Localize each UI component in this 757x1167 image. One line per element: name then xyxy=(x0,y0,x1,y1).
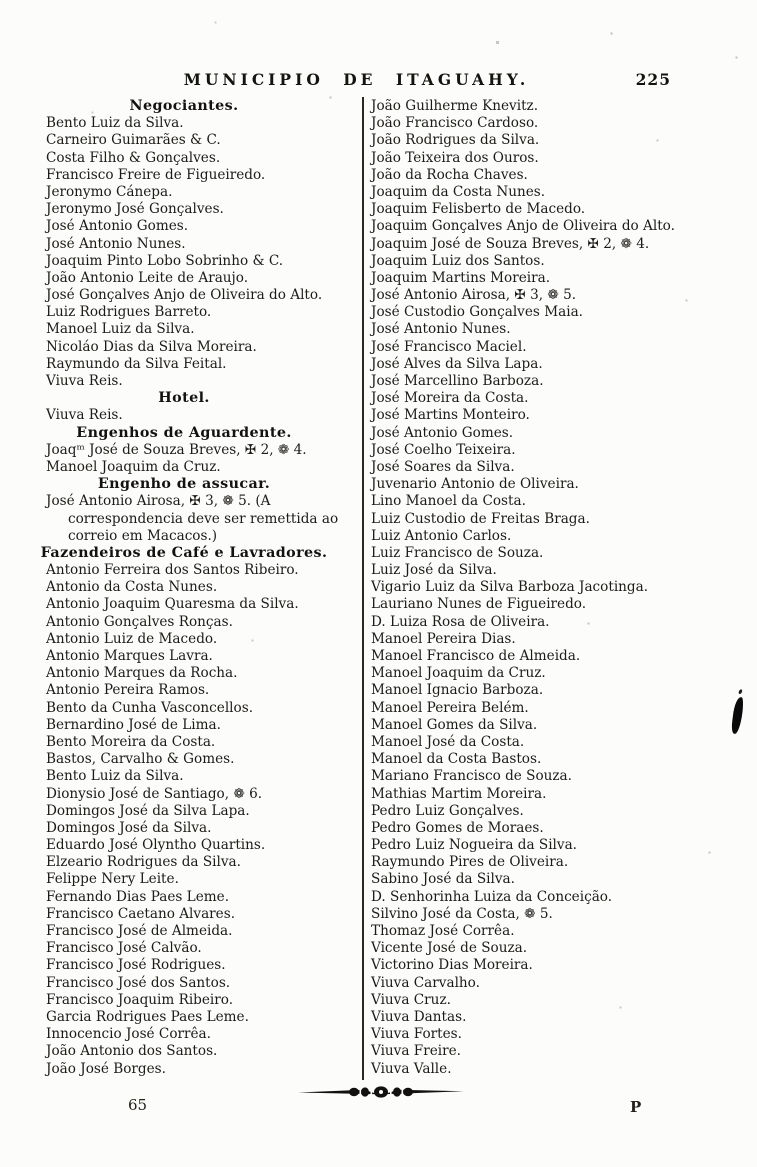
directory-entry: Manoel Pereira Belém. xyxy=(371,699,529,716)
directory-entry: José Antonio Nunes. xyxy=(46,235,186,252)
directory-entry: José Soares da Silva. xyxy=(371,458,515,475)
directory-entry: Mariano Francisco de Souza. xyxy=(371,768,572,785)
directory-entry: João Teixeira dos Ouros. xyxy=(371,149,539,166)
directory-entry: José Marcellino Barboza. xyxy=(371,373,544,389)
directory-entry: Antonio Marques Lavra. xyxy=(46,648,213,664)
directory-entry: Dionysio José de Santiago, ❁ 6. xyxy=(46,785,263,802)
directory-entry: Viuva Valle. xyxy=(371,1060,452,1077)
left-column xyxy=(8,98,360,1078)
directory-entry: Francisco José Rodrigues. xyxy=(46,957,226,974)
directory-entry: José Francisco Maciel. xyxy=(371,338,527,355)
directory-entry: João Antonio Leite de Araujo. xyxy=(46,269,249,286)
directory-entry: Joaquim José de Souza Breves, ✠ 2, ❁ 4. xyxy=(371,235,650,252)
directory-entry: Luiz Francisco de Souza. xyxy=(371,544,544,561)
directory-entry: José Alves da Silva Lapa. xyxy=(371,355,543,372)
page-number: 225 xyxy=(635,70,671,89)
directory-entry: Francisco Caetano Alvares. xyxy=(46,905,236,922)
directory-entry: Antonio Pereira Ramos. xyxy=(46,682,210,699)
directory-entry: Vigario Luiz da Silva Barboza Jacotinga. xyxy=(371,579,649,596)
directory-entry: Manoel Joaquim da Cruz. xyxy=(371,665,546,682)
directory-entry: João Guilherme Knevitz. xyxy=(371,98,539,114)
directory-entry: Vicente José de Souza. xyxy=(371,940,528,957)
directory-entry: Bento Luiz da Silva. xyxy=(46,115,184,132)
directory-entry: Joaquim Gonçalves Anjo de Oliveira do Alto. xyxy=(371,218,675,235)
directory-entry: Joaquim Luiz dos Santos. xyxy=(371,252,545,269)
directory-entry: Antonio Luiz de Macedo. xyxy=(46,630,218,647)
directory-entry: Viuva Reis. xyxy=(46,407,123,424)
section-heading: Engenhos de Aguardente. xyxy=(76,424,292,441)
directory-entry: Silvino José da Costa, ❁ 5. xyxy=(371,905,553,922)
directory-entry: Francisco Freire de Figueiredo. xyxy=(46,166,266,183)
directory-entry: Domingos José da Silva Lapa. xyxy=(46,802,250,819)
directory-entry: Pedro Luiz Gonçalves. xyxy=(371,802,524,819)
page-title: MUNICIPIO DE ITAGUAHY. xyxy=(183,70,530,89)
directory-entry: Garcia Rodrigues Paes Leme. xyxy=(46,1008,249,1025)
directory-entry: Antonio da Costa Nunes. xyxy=(46,579,218,596)
directory-entry: João Rodrigues da Silva. xyxy=(371,132,540,149)
directory-entry: Manoel Joaquim da Cruz. xyxy=(46,458,221,475)
directory-entry: José Custodio Gonçalves Maia. xyxy=(371,304,583,321)
directory-entry: Jeronymo José Gonçalves. xyxy=(46,201,224,218)
directory-entry: Costa Filho & Gonçalves. xyxy=(46,149,221,166)
directory-entry: Joaquim Martins Moreira. xyxy=(371,269,551,286)
directory-entry: José Coelho Teixeira. xyxy=(371,441,516,458)
directory-entry: Luiz José da Silva. xyxy=(371,562,497,579)
directory-entry: Francisco José dos Santos. xyxy=(46,974,231,991)
directory-entry: Bento da Cunha Vasconcellos. xyxy=(46,699,254,716)
directory-entry: Manoel José da Costa. xyxy=(371,733,525,750)
section-heading: Fazendeiros de Café e Lavradores. xyxy=(40,544,328,561)
directory-entry: José Martins Monteiro. xyxy=(371,407,530,424)
directory-entry: D. Senhorinha Luiza da Conceição. xyxy=(371,888,613,905)
section-heading: Hotel. xyxy=(158,390,210,407)
directory-entry: Domingos José da Silva. xyxy=(46,819,212,836)
directory-entry: Nicoláo Dias da Silva Moreira. xyxy=(46,338,257,355)
directory-entry: José Antonio Nunes. xyxy=(371,321,511,338)
directory-entry: Pedro Luiz Nogueira da Silva. xyxy=(371,837,577,854)
directory-entry: Raymundo Pires de Oliveira. xyxy=(371,854,569,871)
directory-entry: D. Luiza Rosa de Oliveira. xyxy=(371,613,550,630)
directory-entry: Jeronymo Cánepa. xyxy=(46,183,173,200)
directory-entry: Raymundo da Silva Feital. xyxy=(46,355,227,372)
directory-entry: Francisco José de Almeida. xyxy=(46,923,233,939)
directory-entry: Bernardino José de Lima. xyxy=(46,716,221,733)
directory-entry: Bastos, Carvalho & Gomes. xyxy=(46,751,235,768)
directory-entry: Luiz Rodrigues Barreto. xyxy=(46,304,212,321)
directory-entry: Eduardo José Olyntho Quartins. xyxy=(46,837,266,854)
directory-entry: Viuva Reis. xyxy=(46,373,123,389)
right-column xyxy=(366,98,752,1078)
directory-entry: João Francisco Cardoso. xyxy=(371,115,539,132)
divider-ornament-icon xyxy=(298,1085,464,1099)
footer-signature-number: 65 xyxy=(128,1096,148,1114)
directory-entry: Manoel da Costa Bastos. xyxy=(371,751,542,768)
directory-entry: Manoel Gomes da Silva. xyxy=(371,716,538,733)
directory-entry: Bento Luiz da Silva. xyxy=(46,768,184,785)
directory-entry: Viuva Carvalho. xyxy=(371,974,480,991)
directory-entry: João José Borges. xyxy=(46,1060,166,1077)
directory-entry: Lino Manoel da Costa. xyxy=(371,493,526,510)
directory-entry: José Gonçalves Anjo de Oliveira do Alto. xyxy=(46,287,323,304)
footer-press-mark: P xyxy=(630,1098,642,1116)
directory-entry: Innocencio José Corrêa. xyxy=(46,1026,211,1043)
directory-entry: Antonio Ferreira dos Santos Ribeiro. xyxy=(46,562,299,579)
directory-entry: Joaqᵐ José de Souza Breves, ✠ 2, ❁ 4. xyxy=(46,441,307,458)
directory-entry: Francisco José Calvão. xyxy=(46,940,202,957)
directory-entry: Elzeario Rodrigues da Silva. xyxy=(46,854,241,871)
directory-entry: Viuva Cruz. xyxy=(371,991,451,1008)
directory-entry: Antonio Gonçalves Ronças. xyxy=(46,613,233,630)
directory-entry: Joaquim Pinto Lobo Sobrinho & C. xyxy=(46,252,284,269)
directory-entry: Manoel Pereira Dias. xyxy=(371,630,516,647)
directory-entry: Manoel Francisco de Almeida. xyxy=(371,648,581,664)
directory-entry: Pedro Gomes de Moraes. xyxy=(371,819,544,836)
directory-entry: José Moreira da Costa. xyxy=(371,390,529,407)
directory-entry: Fernando Dias Paes Leme. xyxy=(46,888,230,905)
directory-entry: Lauriano Nunes de Figueiredo. xyxy=(371,596,587,613)
directory-entry: Felippe Nery Leite. xyxy=(46,871,179,888)
directory-entry: Antonio Joaquim Quaresma da Silva. xyxy=(46,596,299,613)
directory-entry: Juvenario Antonio de Oliveira. xyxy=(371,476,579,493)
directory-entry: Manoel Luiz da Silva. xyxy=(46,321,195,338)
directory-entry: Viuva Freire. xyxy=(371,1043,461,1060)
directory-entry: Mathias Martim Moreira. xyxy=(371,785,547,802)
directory-entry: Viuva Dantas. xyxy=(371,1008,467,1025)
directory-entry: Sabino José da Silva. xyxy=(371,871,515,888)
directory-entry: Viuva Fortes. xyxy=(371,1026,462,1043)
directory-entry: José Antonio Gomes. xyxy=(46,218,189,235)
directory-entry: Joaquim Felisberto de Macedo. xyxy=(371,201,586,218)
directory-entry: José Antonio Gomes. xyxy=(371,424,514,441)
section-heading: Negociantes. xyxy=(129,98,239,114)
directory-entry: Bento Moreira da Costa. xyxy=(46,733,216,750)
section-heading: Engenho de assucar. xyxy=(97,476,271,493)
directory-entry: Luiz Custodio de Freitas Braga. xyxy=(371,510,590,527)
column-divider-rule xyxy=(362,97,364,1080)
directory-entry: João da Rocha Chaves. xyxy=(371,166,528,183)
directory-entry: José Antonio Airosa, ✠ 3, ❁ 5. (A correspondencia deve ser remettida ao correio em Macacos.) xyxy=(46,493,339,544)
directory-entry: Antonio Marques da Rocha. xyxy=(46,665,238,682)
directory-entry: João Antonio dos Santos. xyxy=(46,1043,218,1060)
directory-entry: Francisco Joaquim Ribeiro. xyxy=(46,991,234,1008)
directory-entry: Carneiro Guimarães & C. xyxy=(46,132,221,149)
scan-noise-speckles xyxy=(0,0,1,1)
directory-entry: Manoel Ignacio Barboza. xyxy=(371,682,544,699)
directory-entry: Joaquim da Costa Nunes. xyxy=(371,183,546,200)
directory-entry: José Antonio Airosa, ✠ 3, ❁ 5. xyxy=(371,287,577,304)
directory-entry: Victorino Dias Moreira. xyxy=(371,957,533,974)
directory-entry: Thomaz José Corrêa. xyxy=(371,923,515,939)
directory-entry: Luiz Antonio Carlos. xyxy=(371,527,512,544)
